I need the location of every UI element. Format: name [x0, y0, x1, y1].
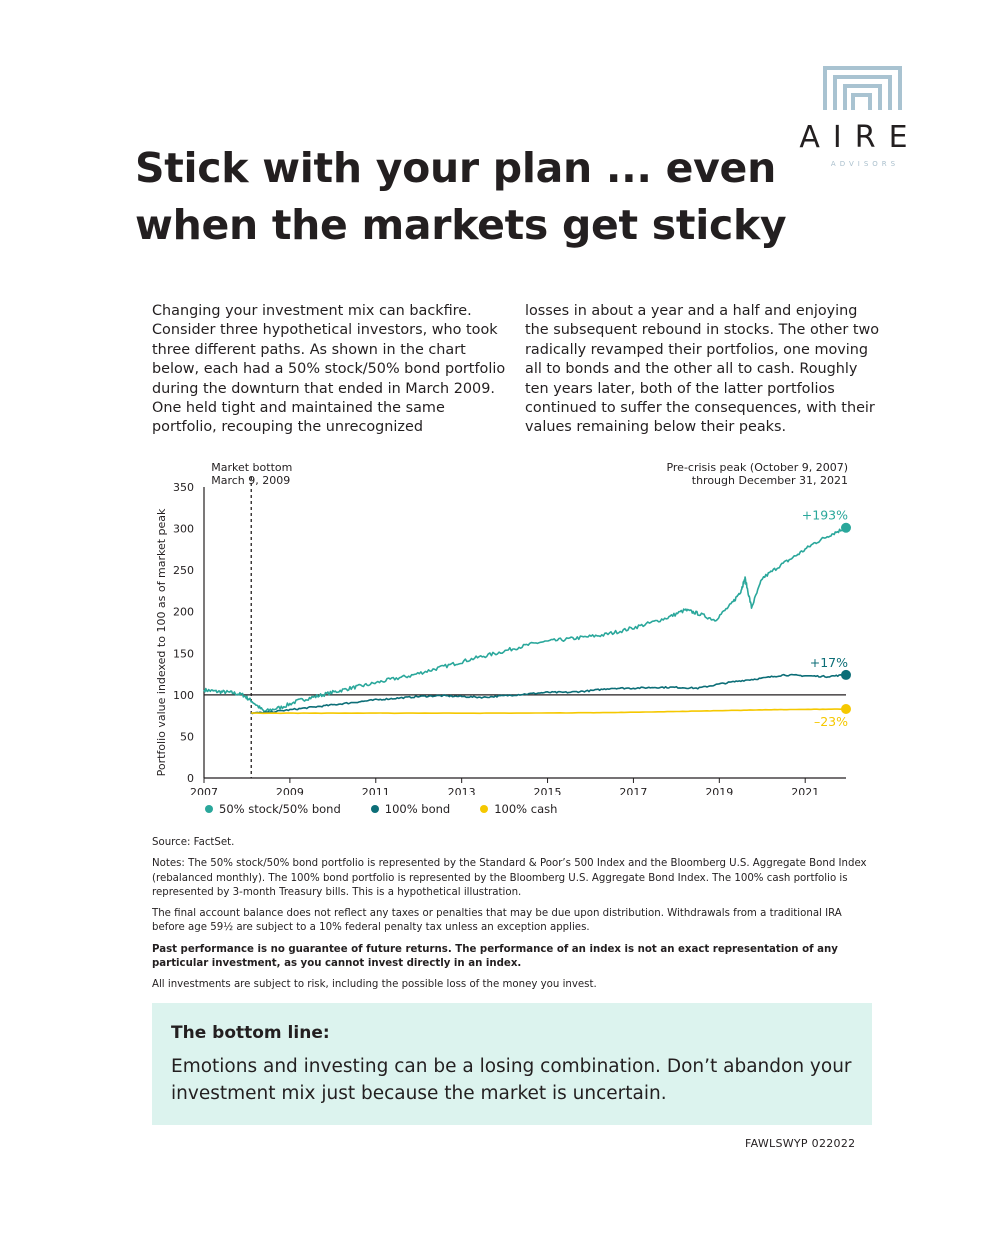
legend-dot-cash [480, 805, 488, 813]
y-axis-label: Portfolio value indexed to 100 as of market peak [155, 508, 168, 777]
intro-text-right: losses in about a year and a half and enjoying the subsequent rebound in stocks. The other two radically revamped their portfolios, one moving all to bonds and the other all to cash. Roughly ten years later, both of the latter portfolios continued to suffer the consequences, with their values remaining below their peaks. [525, 303, 880, 436]
x-tick-label: 2017 [619, 786, 648, 795]
ira-note: The final account balance does not reflect any taxes or penalties that may be due upon distribution. Withdrawals from a traditional IRA before age 59½ are subject to a 10% federal penalty tax unless an exception applies. [152, 908, 842, 934]
legend-item-bond [371, 802, 450, 816]
chart-series [204, 523, 851, 714]
legend-dot-stock-bond [205, 805, 213, 813]
aire-logo [790, 60, 940, 170]
end-label-bond: +17% [809, 654, 848, 670]
x-tick-label: 2021 [791, 786, 820, 795]
portfolio-line-chart [150, 455, 870, 795]
intro-text-left: Changing your investment mix can backfire. Consider three hypothetical investors, who took three different paths. As shown in the chart below, each had a 50% stock/50% bond portfolio during the downturn that ended in March 2009. One held tight and maintained the same portfolio, recouping the unrecognized [152, 303, 506, 436]
series-line-cash [251, 709, 846, 713]
risk-note: All investments are subject to risk, including the possible loss of the money you invest. [152, 979, 597, 991]
y-tick-label: 350 [173, 481, 194, 494]
bottom-line-title: The bottom line: [171, 1023, 330, 1043]
logo-graphic [790, 60, 940, 120]
source-note: Source: FactSet. [152, 837, 235, 848]
series-line-bond [251, 675, 846, 714]
y-tick-label: 150 [173, 647, 194, 661]
series-end-point-bond [841, 670, 851, 680]
y-tick-label: 250 [173, 564, 194, 578]
legend-item-cash [480, 802, 557, 816]
bottom-line-box [152, 1003, 872, 1125]
market-bottom-date: March 9, 2009 [211, 474, 291, 487]
methodology-note: Notes: The 50% stock/50% bond portfolio is represented by the Standard & Poor’s 500 Index and the Bloomberg U.S. Aggregate Bond Index (rebalanced monthly). The 100% bond portfolio is represented by the Bloomberg U.S. Aggregate Bond Index. The 100% cash portfolio is represented by 3-month Treasury bills. This is a hypothetical illustration. [152, 858, 867, 898]
performance-disclaimer: Past performance is no guarantee of future returns. The performance of an index is not an exact representation of any particular investment, as you cannot invest directly in an index. [152, 943, 838, 970]
x-tick-label: 2009 [275, 786, 304, 795]
bottom-line-text: Emotions and investing can be a losing combination. Don’t abandon your investment mix just because the market is uncertain. [171, 1056, 852, 1104]
chart-axes [155, 477, 846, 795]
legend-dot-bond [371, 805, 379, 813]
document-code: FAWLSWYP 022022 [745, 1137, 856, 1150]
y-tick-label: 200 [173, 605, 194, 619]
chart-legend [205, 802, 557, 816]
y-tick-label: 300 [173, 522, 194, 536]
market-bottom-label: Market bottom [211, 461, 293, 474]
chart-labels [211, 461, 848, 729]
legend-label-stock-bond: 50% stock/50% bond [219, 802, 341, 816]
end-label-stock-bond: +193% [801, 507, 848, 523]
legend-item-stock-bond [205, 802, 341, 816]
series-line-stock-bond [204, 528, 846, 712]
legend-label-bond: 100% bond [384, 802, 451, 816]
y-tick-label: 100 [173, 688, 194, 702]
y-tick-label: 0 [187, 772, 194, 785]
period-note-line1: Pre-crisis peak (October 9, 2007) [666, 461, 848, 474]
series-end-point-stock-bond [841, 523, 851, 533]
series-end-point-cash [841, 704, 851, 714]
notes-section [152, 836, 872, 1000]
logo-subtitle: ADVISORS [830, 160, 900, 168]
legend-label-cash: 100% cash [494, 802, 558, 816]
logo-word: AIRE [799, 120, 921, 155]
x-tick-label: 2011 [361, 786, 390, 795]
x-tick-label: 2015 [533, 786, 562, 795]
end-label-cash: –23% [813, 713, 848, 729]
x-tick-label: 2007 [190, 786, 218, 795]
period-note-line2: through December 31, 2021 [691, 474, 848, 487]
y-tick-label: 50 [180, 730, 194, 744]
x-tick-label: 2013 [447, 786, 476, 795]
page-title: Stick with your plan ... even when the markets get sticky [135, 144, 787, 249]
x-tick-label: 2019 [705, 786, 734, 795]
